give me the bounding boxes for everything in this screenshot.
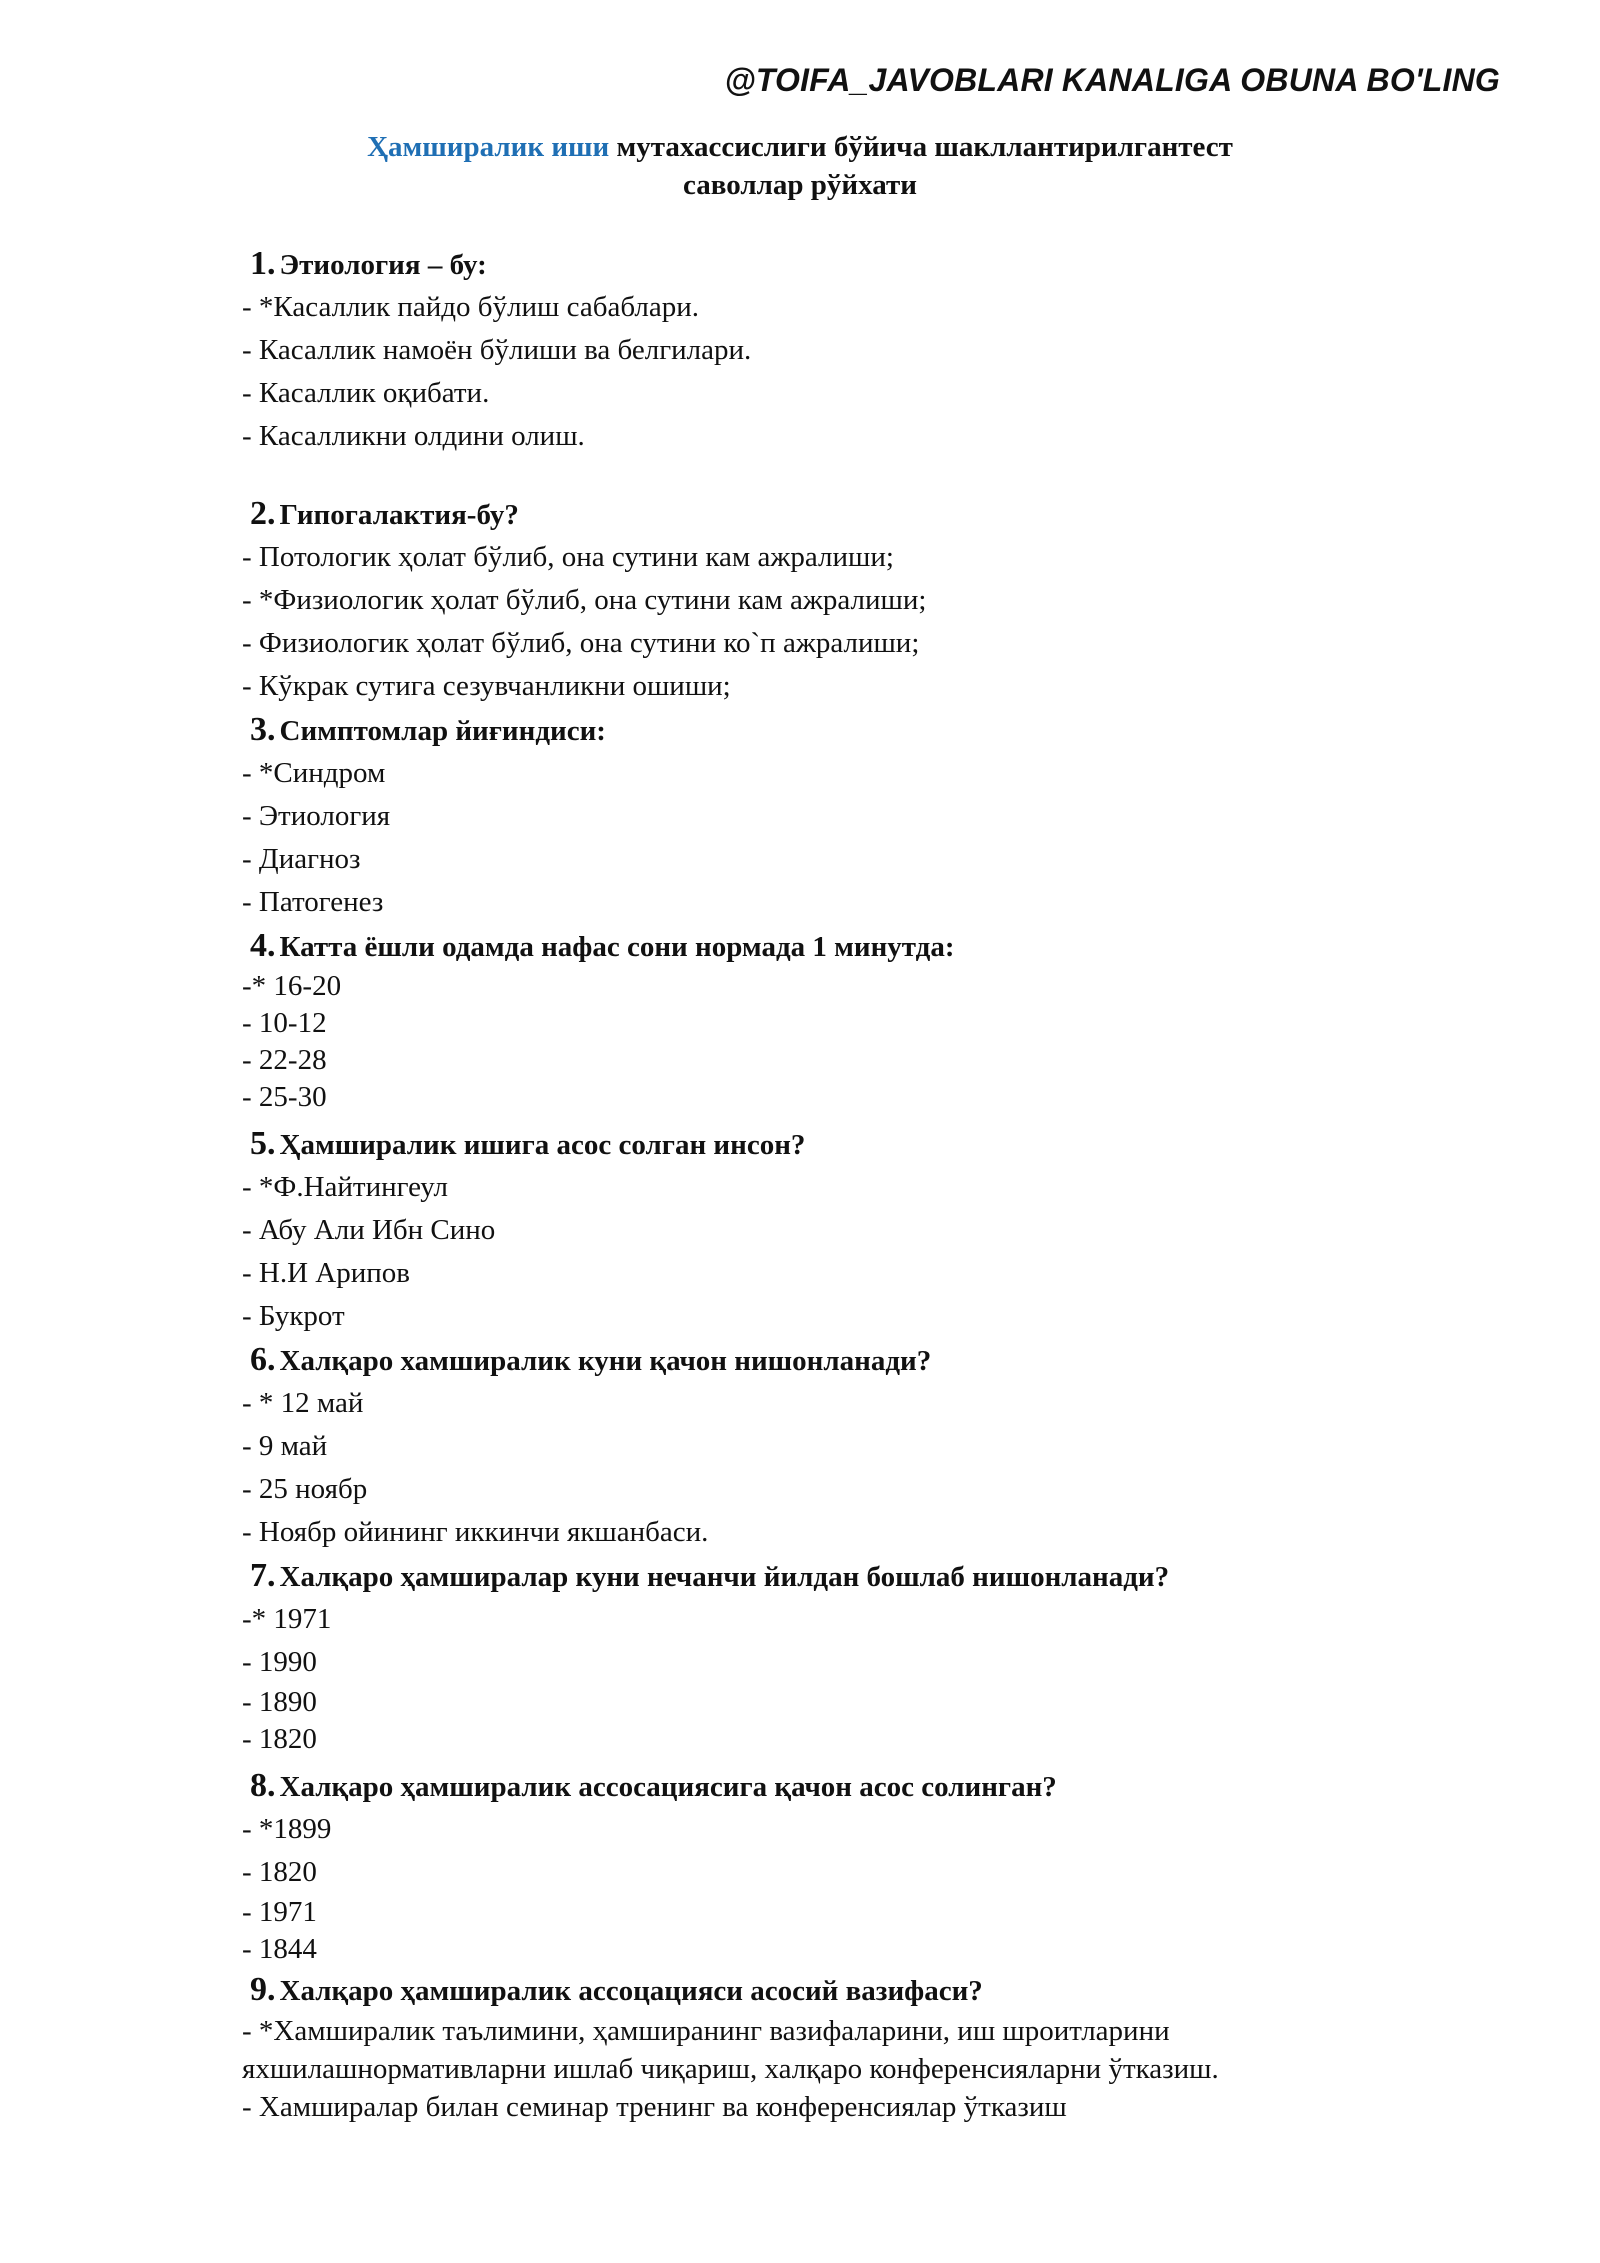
question-3	[242, 708, 1402, 924]
question-text: Халқаро хамширалик куни қачон нишонланади?	[279, 1345, 932, 1377]
title-line-2: саволлар рўйхати	[683, 169, 917, 201]
answer-option: - Потологик ҳолат бўлиб, она сутини кам ажралиши;	[242, 541, 894, 573]
question-number: 6.	[250, 1341, 276, 1378]
answer-option: - Касалликни олдини олиш.	[242, 420, 585, 452]
question-text: Халқаро ҳамширалар куни нечанчи йилдан бошлаб нишонланади?	[279, 1561, 1170, 1593]
answer-option: - 1990	[242, 1646, 317, 1678]
question-heading	[242, 492, 1402, 536]
answer-option: - Ноябр ойининг иккинчи якшанбаси.	[242, 1516, 709, 1548]
answer-option: - *Касаллик пайдо бўлиш сабаблари.	[242, 291, 700, 323]
answer-option: - 9 май	[242, 1430, 328, 1462]
answer-option: - *1899	[242, 1813, 332, 1845]
answer-option: - *Ф.Найтингеул	[242, 1171, 448, 1203]
answer-option: - *Хамширалик таълимини, ҳамширанинг вазифаларини, иш шроитларини яхшилашнормативларни ишлаб чиқариш, халқаро конференсияларни ўтказиш.	[242, 2015, 1219, 2085]
answer-option: - Н.И Арипов	[242, 1257, 410, 1289]
question-number: 5.	[250, 1125, 276, 1162]
answer-option: - Патогенез	[242, 886, 384, 918]
answer-option: - 25 ноябр	[242, 1473, 368, 1505]
answer-option: - Физиологик ҳолат бўлиб, она сутини ко`п ажралиши;	[242, 627, 920, 659]
question-text: Этиология – бу:	[279, 249, 487, 281]
answer-option: - 1971	[242, 1896, 317, 1928]
question-number: 2.	[250, 495, 276, 532]
question-heading	[242, 708, 1402, 752]
answer-option: - Касаллик оқибати.	[242, 377, 490, 409]
channel-watermark: @TOIFA_JAVOBLARI KANALIGA OBUNA BO'LING	[724, 62, 1500, 98]
question-heading	[242, 1338, 1402, 1382]
answer-option: - Касаллик намоён бўлиши ва белгилари.	[242, 334, 752, 366]
question-5	[242, 1122, 1402, 1338]
answer-option: - Диагноз	[242, 843, 361, 875]
answer-option: -* 16-20	[242, 970, 342, 1002]
document-title	[0, 128, 1600, 204]
answer-option: - 22-28	[242, 1044, 327, 1076]
question-4	[242, 924, 1402, 1116]
question-text: Ҳамширалик ишига асос солган инсон?	[279, 1129, 806, 1161]
answer-option: - Хамширалар билан семинар тренинг ва конференсиялар ўтказиш	[242, 2091, 1067, 2123]
question-number: 7.	[250, 1557, 276, 1594]
title-rest: мутахассислиги бўйича шакллантирилгантест	[609, 131, 1233, 163]
question-text: Халқаро ҳамширалик ассосациясига қачон асос солинган?	[279, 1771, 1057, 1803]
answer-option: - Этиология	[242, 800, 391, 832]
question-heading	[242, 924, 1402, 968]
question-heading	[242, 1554, 1402, 1598]
question-text: Катта ёшли одамда нафас сони нормада 1 минутда:	[279, 931, 955, 963]
answer-option: - *Синдром	[242, 757, 386, 789]
question-list	[242, 242, 1402, 2126]
question-number: 8.	[250, 1767, 276, 1804]
question-number: 3.	[250, 711, 276, 748]
question-heading	[242, 1764, 1402, 1808]
question-1	[242, 242, 1402, 458]
question-6	[242, 1338, 1402, 1554]
question-heading	[242, 1122, 1402, 1166]
answer-option: - * 12 май	[242, 1387, 364, 1419]
answer-option: - Кўкрак сутига сезувчанликни ошиши;	[242, 670, 731, 702]
question-number: 9.	[250, 1971, 276, 2008]
question-text: Гипогалактия-бу?	[279, 499, 519, 531]
question-text: Халқаро ҳамширалик ассоцацияси асосий вазифаси?	[279, 1975, 983, 2007]
answer-option: - 1844	[242, 1933, 317, 1965]
title-line-1	[0, 128, 1600, 166]
question-8	[242, 1764, 1402, 1968]
answer-option: - *Физиологик ҳолат бўлиб, она сутини кам ажралиши;	[242, 584, 927, 616]
question-number: 1.	[250, 245, 276, 282]
question-heading	[242, 242, 1402, 286]
question-number: 4.	[250, 927, 276, 964]
answer-option: -* 1971	[242, 1603, 332, 1635]
question-7	[242, 1554, 1402, 1758]
answer-option: - 25-30	[242, 1081, 327, 1113]
question-2	[242, 492, 1402, 708]
question-9	[242, 1968, 1402, 2126]
question-heading	[242, 1968, 1402, 2012]
answer-option: - 1820	[242, 1723, 317, 1755]
answer-option: - Букрот	[242, 1300, 345, 1332]
question-text: Симптомлар йиғиндиси:	[279, 715, 606, 747]
answer-option: - 1890	[242, 1686, 317, 1718]
answer-option: - 1820	[242, 1856, 317, 1888]
title-accent: Ҳамширалик иши	[367, 131, 610, 163]
answer-option: - Абу Али Ибн Сино	[242, 1214, 496, 1246]
answer-option: - 10-12	[242, 1007, 327, 1039]
